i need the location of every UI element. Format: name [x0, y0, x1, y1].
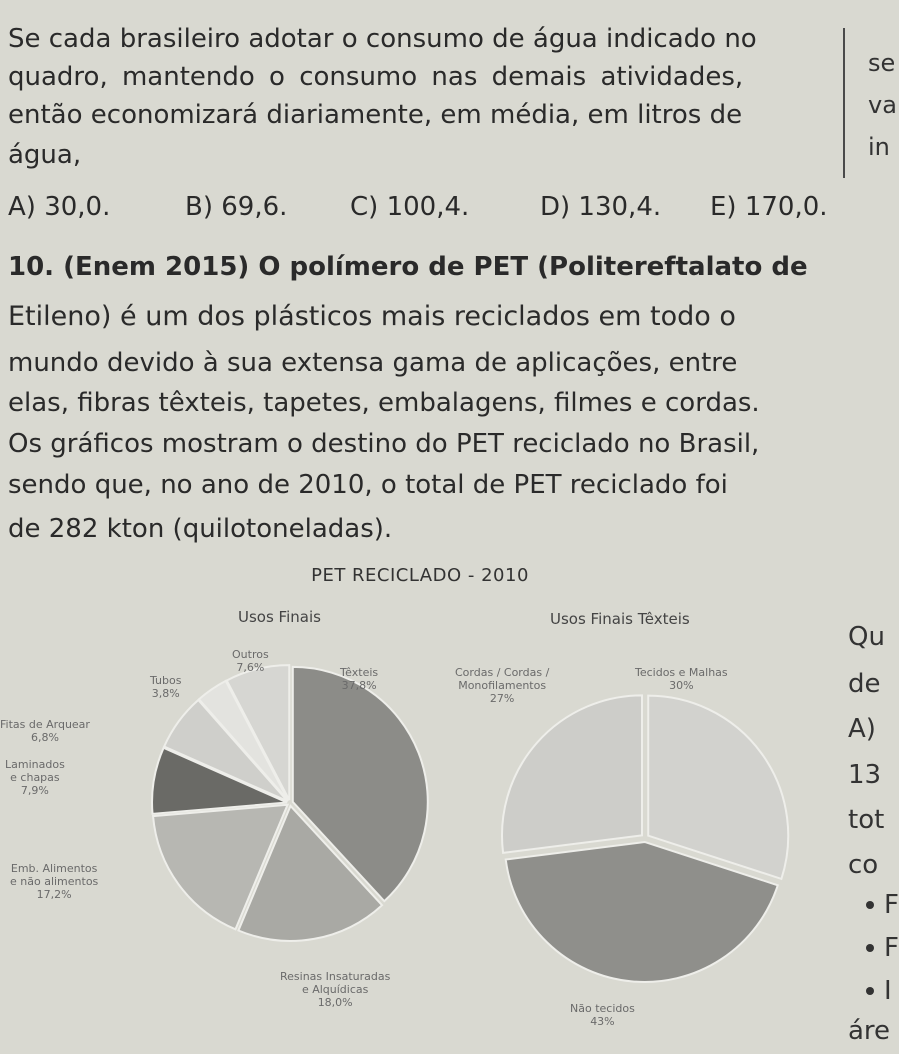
pie2-label-tecidos: Tecidos e Malhas 30%: [635, 666, 728, 692]
chart-title: PET RECICLADO - 2010: [311, 565, 529, 586]
question-10-line-5: Os gráficos mostram o destino do PET reciclado no Brasil,: [8, 429, 760, 459]
question-10-line-2: Etileno) é um dos plásticos mais reciclados em todo o: [8, 301, 736, 332]
pie2-label-cordas: Cordas / Cordas / Monofilamentos 27%: [455, 666, 550, 705]
prev-question-line-1: Se cada brasileiro adotar o consumo de água indicado no: [8, 24, 757, 54]
question-10-line-7: de 282 kton (quilotoneladas).: [8, 514, 393, 544]
pie-chart-usos-finais-texteis: [495, 688, 795, 988]
option-e: E) 170,0.: [710, 192, 828, 222]
option-b: B) 69,6.: [185, 192, 288, 222]
pie1-label-embalagens: Emb. Alimentos e não alimentos 17,2%: [10, 862, 99, 901]
question-10-line-6: sendo que, no ano de 2010, o total de PET reciclado foi: [8, 470, 728, 500]
pie1-title: Usos Finais: [238, 608, 321, 626]
right-fragment-1: se: [868, 49, 896, 77]
question-10-line-4: elas, fibras têxteis, tapetes, embalagens, filmes e cordas.: [8, 388, 760, 418]
question-10-line-1: [8, 250, 808, 284]
right-fragment-13: áre: [848, 1016, 891, 1046]
question-10-heading: 10. (Enem 2015) O polímero de PET (Politereftalato de: [8, 252, 808, 282]
right-fragment-7: 13: [848, 760, 882, 790]
question-10-line-3: mundo devido à sua extensa gama de aplicações, entre: [8, 348, 738, 378]
right-fragment-2: va: [868, 91, 897, 119]
right-fragment-11: F: [884, 933, 899, 963]
pie1-label-tubos: Tubos 3,8%: [150, 674, 182, 700]
pie-chart-usos-finais: [145, 658, 435, 948]
right-fragment-4: Qu: [848, 622, 885, 652]
right-fragment-6: A): [848, 714, 876, 744]
bullet-2: [866, 944, 874, 952]
right-fragment-10: F: [884, 890, 899, 920]
right-fragment-5: de: [848, 669, 881, 699]
column-divider: [843, 28, 845, 178]
right-fragment-3: in: [868, 133, 890, 161]
pie2-title: Usos Finais Têxteis: [550, 610, 690, 628]
option-a: A) 30,0.: [8, 192, 111, 222]
pie1-label-fitas: Fitas de Arquear 6,8%: [0, 718, 90, 744]
option-d: D) 130,4.: [540, 192, 662, 222]
pie1-label-laminados: Laminados e chapas 7,9%: [5, 758, 65, 797]
prev-question-line-2: quadro, mantendo o consumo nas demais atividades,: [8, 62, 744, 92]
right-fragment-9: co: [848, 850, 879, 880]
right-fragment-8: tot: [848, 805, 885, 835]
pie1-label-texteis: Têxteis 37,8%: [340, 666, 379, 692]
prev-question-line-4: água,: [8, 140, 82, 170]
pie2-label-nao-tecidos: Não tecidos 43%: [570, 1002, 635, 1028]
pie1-label-resinas: Resinas Insaturadas e Alquídicas 18,0%: [280, 970, 391, 1009]
right-fragment-12: I: [884, 976, 892, 1006]
bullet-1: [866, 901, 874, 909]
pie-slice-cordas-cordas-monofilamentos: [502, 695, 642, 853]
option-c: C) 100,4.: [350, 192, 470, 222]
prev-question-line-3: então economizará diariamente, em média, em litros de: [8, 100, 743, 130]
pie1-label-outros: Outros 7,6%: [232, 648, 269, 674]
bullet-3: [866, 987, 874, 995]
